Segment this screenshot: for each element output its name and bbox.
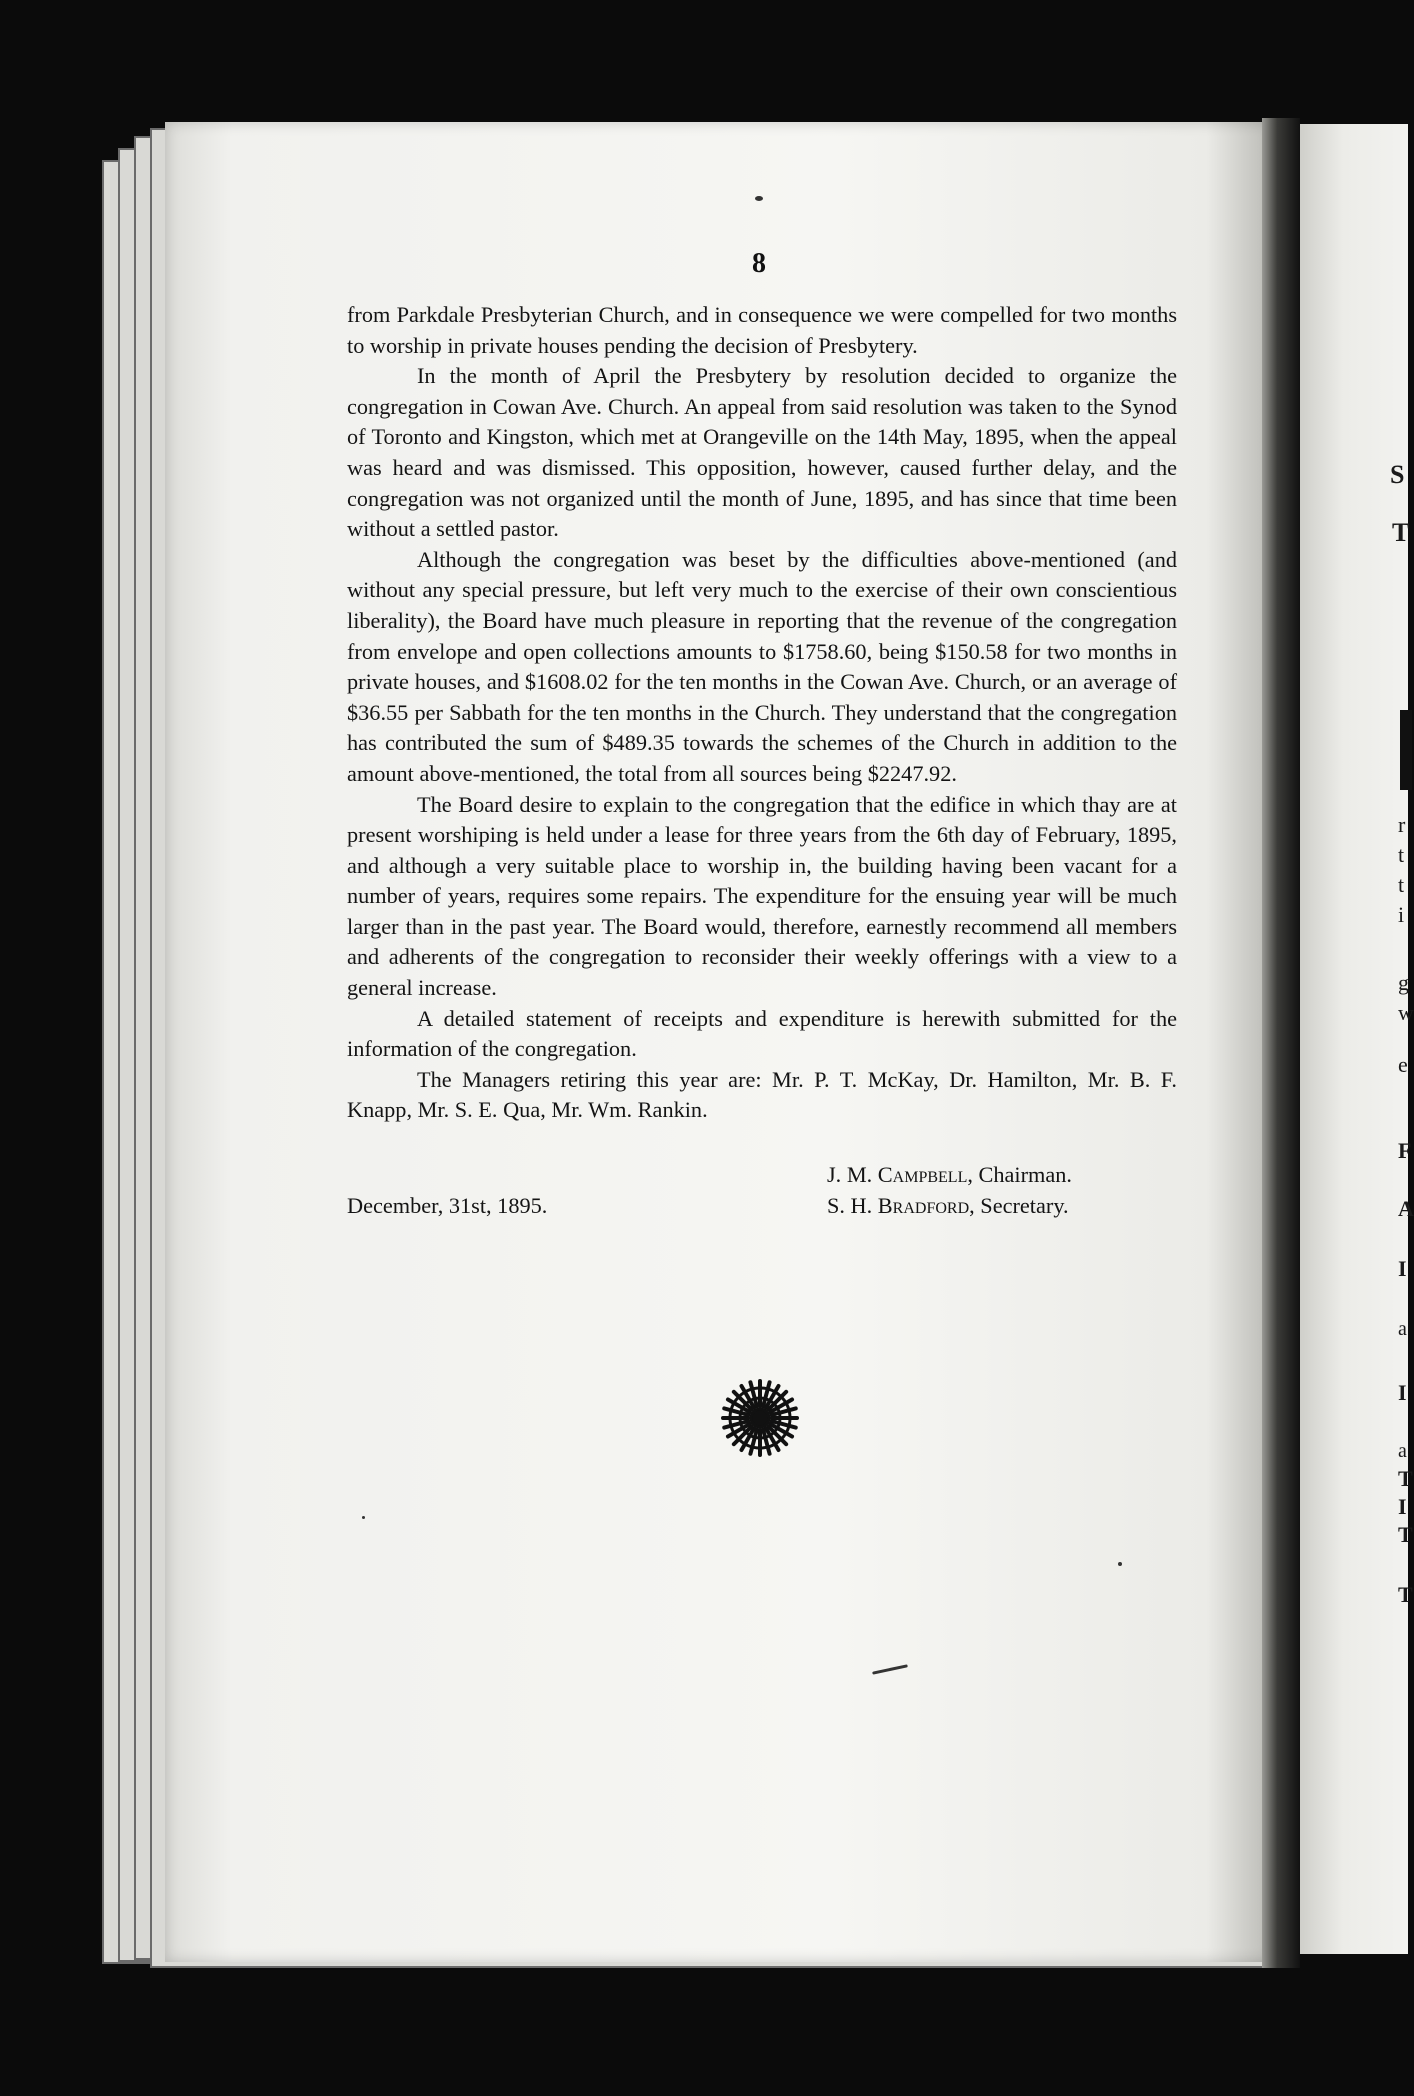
facing-fragment: I	[1398, 1380, 1407, 1405]
secretary-line	[827, 1191, 1069, 1222]
facing-fragment: S	[1390, 460, 1405, 489]
page-number: 8	[752, 248, 766, 279]
signature-block	[347, 1160, 1177, 1221]
facing-fragment: w	[1398, 1000, 1414, 1025]
facing-fragment: i	[1398, 902, 1405, 927]
facing-fragment: I	[1398, 1256, 1407, 1281]
chairman-name: J. M. Campbell,	[827, 1162, 973, 1187]
facing-fragment: I	[1398, 1494, 1407, 1519]
facing-fragment: T	[1398, 1582, 1413, 1607]
facing-fragment: T	[1392, 518, 1410, 547]
facing-fragment: t	[1398, 872, 1405, 897]
signature-row	[347, 1160, 1177, 1191]
facing-fragment: A	[1398, 1196, 1414, 1221]
facing-fragment: t	[1398, 842, 1405, 867]
print-speck	[362, 1516, 365, 1519]
facing-page-dark-mark	[1400, 710, 1412, 790]
report-date: December, 31st, 1895.	[347, 1192, 548, 1218]
facing-fragment: e	[1398, 1052, 1408, 1077]
facing-fragment: r	[1398, 812, 1406, 837]
facing-fragment: T	[1398, 1522, 1413, 1547]
print-speck	[755, 196, 763, 201]
signature-row	[347, 1191, 1177, 1222]
paragraph: In the month of April the Presbytery by resolution decided to organize the congregation in Cowan Ave. Church. An appeal from said resolution was taken to the Synod of Toronto and Kingston, which met at Orangeville on the 14th May, 1895, when the appeal was heard and was dismissed. This opposition, however, caused further delay, and the congregation was not organized until the month of June, 1895, and has since that time been without a settled pastor.	[347, 363, 1177, 542]
body-text	[347, 300, 1177, 1126]
secretary-name: S. H. Bradford,	[827, 1192, 975, 1218]
secretary-title: Secretary.	[980, 1192, 1069, 1218]
paragraph: A detailed statement of receipts and expenditure is herewith submitted for the information of the congregation.	[347, 1005, 1177, 1062]
facing-fragment: a	[1398, 1440, 1407, 1462]
paragraph: Although the congregation was beset by the difficulties above-mentioned (and without any special pressure, but left very much to the exercise of their own conscientious liberality), the Board have much pleasure in reporting that the revenue of the congregation from envelope and open collections amounts to $1758.60, being $150.58 for two months in private houses, and $1608.02 for the ten months in the Cowan Ave. Church, or an average of $36.55 per Sabbath for the ten months in the Church. They understand that the congregation has contributed the sum of $489.35 towards the schemes of the Church in addition to the amount above-mentioned, the total from all sources being $2247.92.	[347, 546, 1177, 786]
facing-page	[1300, 124, 1408, 1954]
floral-ornament-icon	[720, 1378, 800, 1458]
facing-fragment: F	[1398, 1138, 1412, 1163]
facing-fragment: g	[1398, 970, 1409, 995]
facing-fragment: T	[1398, 1466, 1413, 1491]
chairman-title: Chairman.	[978, 1162, 1072, 1187]
chairman-line	[827, 1160, 1072, 1191]
paragraph: The Board desire to explain to the congregation that the edifice in which thay are at present worshiping is held under a lease for three years from the 6th day of February, 1895, and although a very suitable place to worship in, the building having been vacant for a number of years, requires some repairs. The expenditure for the ensuing year will be much larger than in the past year. The Board would, therefore, earnestly recommend all members and adherents of the congregation to reconsider their weekly offerings with a view to a general increase.	[347, 791, 1177, 1001]
book-gutter	[1262, 118, 1300, 1968]
facing-fragment: a	[1398, 1318, 1407, 1340]
paragraph: from Parkdale Presbyterian Church, and in consequence we were compelled for two months to worship in private houses pending the decision of Presbytery.	[347, 302, 1177, 358]
print-speck	[1118, 1562, 1122, 1566]
paragraph: The Managers retiring this year are: Mr. P. T. McKay, Dr. Hamilton, Mr. B. F. Knapp, Mr. S. E. Qua, Mr. Wm. Rankin.	[347, 1066, 1177, 1123]
